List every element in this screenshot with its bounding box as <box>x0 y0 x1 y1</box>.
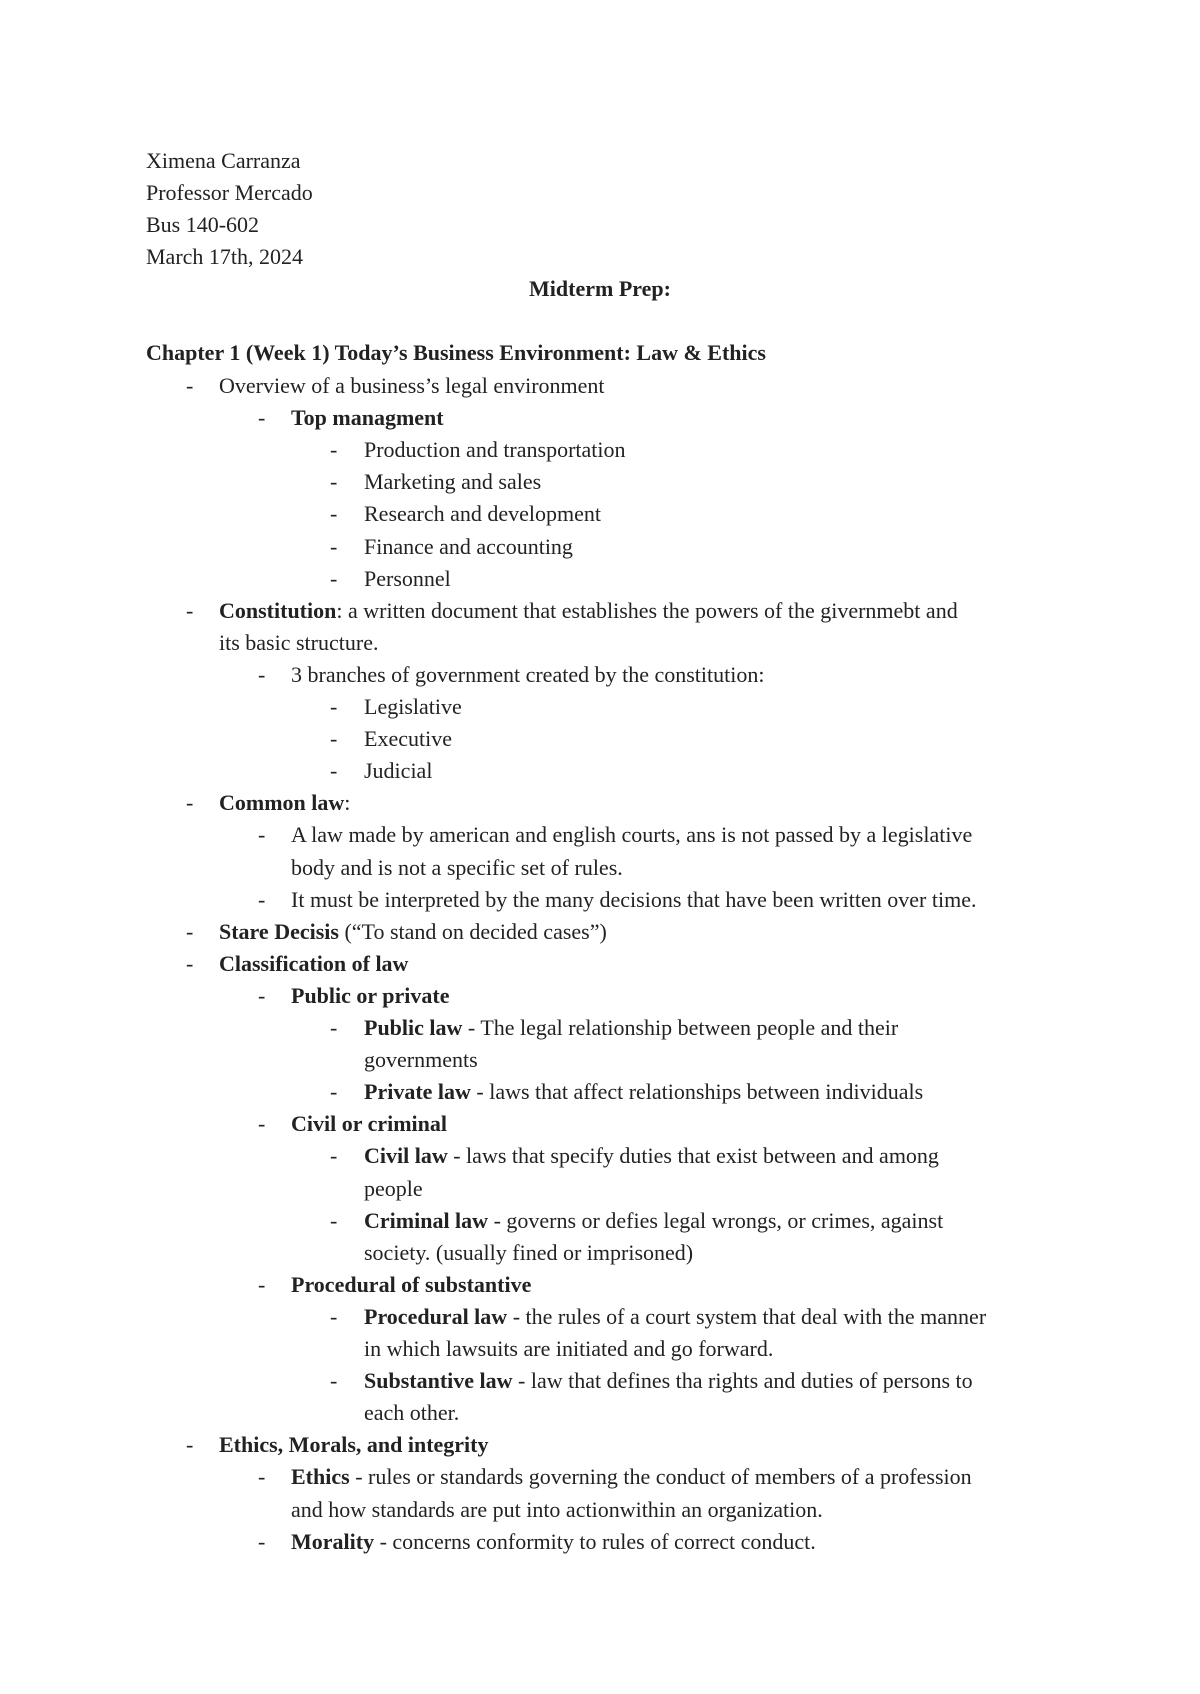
bullet-dash: - <box>330 758 338 784</box>
outline-text <box>291 1108 447 1140</box>
outline-text <box>219 787 350 819</box>
description: (“To stand on decided cases”) <box>338 918 607 944</box>
term: Common law <box>219 790 345 816</box>
description: - rules or standards governing the conduct of members of a profession <box>349 1464 972 1490</box>
description: : a written document that establishes the powers of the givernmebt and <box>336 597 958 623</box>
outline-text <box>219 916 607 948</box>
bullet-dash: - <box>258 886 266 912</box>
description: - governs or defies legal wrongs, or crimes, against <box>488 1207 944 1233</box>
bullet-dash: - <box>330 1015 338 1040</box>
bullet-dash: - <box>330 565 338 591</box>
description: - law that defines tha rights and duties of persons to <box>512 1368 973 1394</box>
bullet-dash: - <box>258 822 266 848</box>
term: Stare Decisis <box>219 918 339 944</box>
description: Legislative <box>364 694 462 719</box>
outline-continuation: in which lawsuits are initiated and go forward. <box>364 1336 774 1361</box>
term: Public law <box>364 1015 463 1040</box>
term: Public or private <box>291 982 450 1008</box>
description: : <box>344 790 351 816</box>
chapter-heading: Chapter 1 (Week 1) Today’s Business Environment: Law & Ethics <box>146 340 766 365</box>
bullet-dash: - <box>186 373 194 398</box>
bullet-dash: - <box>330 437 338 463</box>
bullet-dash: - <box>330 501 338 527</box>
description: It must be interpreted by the many decisions that have been written over time. <box>291 886 977 912</box>
outline-text <box>291 1461 972 1493</box>
outline-text <box>364 1012 898 1044</box>
description: A law made by american and english courts, ans is not passed by a legislative <box>291 822 973 848</box>
term: Morality <box>291 1528 375 1554</box>
bullet-dash: - <box>258 1271 266 1297</box>
description: Marketing and sales <box>364 469 542 495</box>
bullet-dash: - <box>330 1079 338 1105</box>
outline-continuation: each other. <box>364 1400 460 1426</box>
outline-text <box>364 498 601 530</box>
term: Private law <box>364 1079 471 1105</box>
outline-text <box>364 1205 943 1237</box>
outline-text <box>364 531 573 563</box>
outline-text <box>219 1429 489 1461</box>
bullet-dash: - <box>258 982 266 1008</box>
term: Criminal law <box>364 1207 489 1233</box>
description: Judicial <box>364 758 433 784</box>
outline-text <box>364 466 541 498</box>
outline-continuation: governments <box>364 1047 478 1073</box>
outline-text <box>291 659 764 691</box>
course-code: Bus 140-602 <box>146 212 260 237</box>
outline-text <box>364 755 432 787</box>
bullet-dash: - <box>258 405 266 431</box>
description: Executive <box>364 726 452 752</box>
outline-text <box>364 1301 986 1333</box>
term: Classification of law <box>219 950 409 976</box>
term: Procedural law <box>364 1303 508 1329</box>
description: - laws that specify duties that exist between and among <box>447 1143 939 1169</box>
term: Ethics, Morals, and integrity <box>219 1432 489 1458</box>
outline-text <box>291 402 444 434</box>
outline-continuation: body and is not a specific set of rules. <box>291 854 623 880</box>
outline-text <box>291 1526 816 1558</box>
bullet-dash: - <box>330 1303 338 1329</box>
bullet-dash: - <box>258 661 266 687</box>
outline-text <box>219 595 958 627</box>
bullet-dash: - <box>186 790 194 816</box>
outline-continuation: people <box>364 1175 423 1201</box>
bullet-dash: - <box>330 726 338 752</box>
outline-text <box>364 723 452 755</box>
bullet-dash: - <box>330 694 338 719</box>
outline-text <box>291 819 972 851</box>
term: Top managment <box>291 405 444 431</box>
outline-text <box>291 884 976 916</box>
term: Ethics <box>291 1464 350 1490</box>
outline-text <box>364 1076 923 1108</box>
description: Personnel <box>364 565 451 591</box>
bullet-dash: - <box>186 1432 194 1458</box>
term: Constitution <box>219 597 337 623</box>
bullet-dash: - <box>330 1143 338 1169</box>
bullet-dash: - <box>330 1368 338 1394</box>
description: - laws that affect relationships between individuals <box>470 1079 924 1105</box>
outline-text <box>364 691 462 723</box>
outline-continuation: society. (usually fined or imprisoned) <box>364 1239 694 1265</box>
description: - concerns conformity to rules of correct conduct. <box>374 1528 816 1554</box>
outline-text <box>219 948 408 980</box>
bullet-dash: - <box>186 918 194 944</box>
student-name: Ximena Carranza <box>146 148 301 173</box>
bullet-dash: - <box>258 1111 266 1137</box>
description: - The legal relationship between people and their <box>462 1015 899 1040</box>
outline-text <box>291 1269 531 1301</box>
term: Civil or criminal <box>291 1111 448 1137</box>
term: Procedural of substantive <box>291 1271 532 1297</box>
term: Civil law <box>364 1143 448 1169</box>
outline-text <box>364 1365 973 1397</box>
outline-text <box>364 434 626 466</box>
page-title: Midterm Prep: <box>529 276 671 301</box>
description: Finance and accounting <box>364 533 573 559</box>
outline-text <box>219 370 605 402</box>
description: Research and development <box>364 501 602 527</box>
professor-name: Professor Mercado <box>146 180 313 205</box>
description: Overview of a business’s legal environment <box>219 373 605 398</box>
outline-text <box>364 563 451 595</box>
term: Substantive law <box>364 1368 513 1394</box>
outline-continuation: and how standards are put into actionwithin an organization. <box>291 1496 823 1522</box>
description: - the rules of a court system that deal with the manner <box>507 1303 987 1329</box>
bullet-dash: - <box>330 533 338 559</box>
bullet-dash: - <box>186 950 194 976</box>
bullet-dash: - <box>330 1207 338 1233</box>
bullet-dash: - <box>186 597 194 623</box>
outline-text <box>364 1140 939 1172</box>
bullet-dash: - <box>330 469 338 495</box>
outline-continuation: its basic structure. <box>219 629 379 655</box>
description: Production and transportation <box>364 437 626 463</box>
outline-text <box>291 980 449 1012</box>
bullet-dash: - <box>258 1464 266 1490</box>
bullet-dash: - <box>258 1528 266 1554</box>
description: 3 branches of government created by the constitution: <box>291 661 765 687</box>
document-date: March 17th, 2024 <box>146 244 304 269</box>
